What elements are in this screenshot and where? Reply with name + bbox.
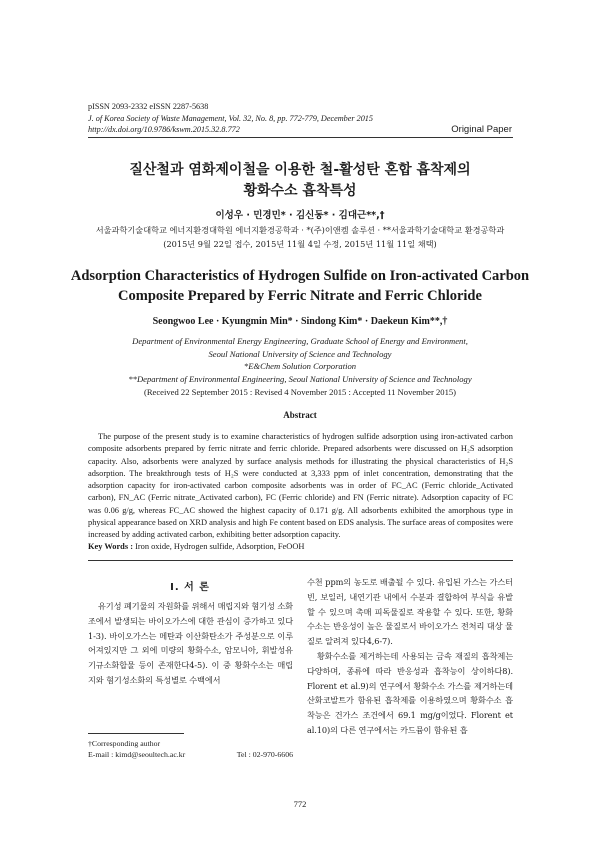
doi-link[interactable]: http://dx.doi.org/10.9786/kswm.2015.32.8.772	[88, 125, 240, 134]
header-rule	[88, 137, 513, 138]
section-heading-introduction: I. 서 론	[170, 582, 210, 593]
page-number: 772	[293, 799, 307, 809]
abstract-heading: Abstract	[283, 410, 317, 420]
english-title-line1: Adsorption Characteristics of Hydrogen Sulfide on Iron-activated Carbon	[70, 268, 530, 284]
footnote-tel: Tel : 02-970-6606	[236, 750, 293, 759]
english-affil-2: Seoul National University of Science and Technology	[208, 348, 392, 359]
journal-citation: J. of Korea Society of Waste Management, Vol. 32, No. 8, pp. 772-779, December 2015	[88, 113, 373, 123]
korean-affiliation-text: 서울과학기술대학교 에너지환경대학원 에너지환경공학과 · *(주)이앤켐 솔루션 · **서울과학기술대학교 환경공학과	[95, 225, 505, 235]
intro-paragraph-2: 황화수소를 제거하는데 사용되는 금속 재질의 흡착제는 다양하며, 종류에 따라 반응성과 흡착능이 상이하다8). Florent et al.9)의 연구에서 황화수소 가스를 제거하는데 산화코발트가 함유된 흡착제를 이용하였으며 황화수소 흡착능은 건가스 조건에서 69.1 mg/g이었다. Florent et al.10)의 다른 연구에서는 카드뮴이 함유된 흡	[307, 650, 513, 735]
footnote	[88, 738, 293, 760]
intro-paragraph-1: 유기성 폐기물의 자원화를 위해서 매립지와 혐기성 소화조에서 발생되는 바이오가스에 대한 관심이 증가하고 있다1-3). 바이오가스는 메탄과 이산화탄소가 주성분으로 이루어져있지만 그 외에 미량의 황화수소, 암모니아, 휘발성유기규소화합물 등이 존재한다4-5). 이 중 황화수소는 매립지와 혐기성소화의 특성별로 수백에서	[88, 601, 293, 685]
english-affil-4: **Department of Environmental Engineering, Seoul National University of Science and Technology	[128, 373, 472, 384]
english-affil-3: *E&Chem Solution Corporation	[243, 361, 357, 371]
journal-meta	[88, 101, 373, 136]
footnote-email[interactable]: E-mail : kimd@seoultech.ac.kr	[88, 750, 186, 759]
english-authors: Seongwoo Lee · Kyungmin Min* · Sindong Kim* · Daekeun Kim**,†	[152, 316, 448, 327]
article-type: Original Paper	[451, 124, 512, 135]
korean-title-line2: 황화수소 흡착특성	[243, 183, 357, 199]
abstract-text: The purpose of the present study is to examine characteristics of hydrogen sulfide adsorption using iron-activated carbon composite adsorbents prepared by ferric nitrate and ferric chloride. Prepared adsorbents were discussed on H₂S adsorption capacity. Also, adsorbents were analyzed by surface analysis methods for illustrating the physical characteristics of H₂S adsorption. The breakthrough tests of H₂S were conducted at 3,333 ppm of inlet concentration, demonstrating that the adsorption capacity for iron-activated carbon composite adsorbents was in order of FC_AC (Ferric chloride_Activated carbon), FN_AC (Ferric nitrate_Activated carbon), FC (Ferric chloride) and FN (Ferric nitrate). Adsorption capacity of FC was 0.06 g/g, whereas FC_AC showed the highest capacity of 0.171 g/g. All adsorbents exhibited the amorphous type in physical appearance based on XRD analysis and high Fe content based on EDS analysis. The surface areas of composites were increased by adding activated carbon, exhibiting better adsorption capacity.	[88, 432, 513, 540]
intro-paragraph-1-cont: 수천 ppm의 농도로 배출될 수 있다. 유입된 가스는 가스터빈, 보일러, 내연기관 내에서 수분과 결합하여 부식을 유발할 수 있으며 촉매 피독물질로 작용할 수 있다. 또한, 황화수소는 반응성이 높은 물질로서 바이오가스 전처리 대상 물질로 알려져 있다4,6-7).	[307, 577, 513, 647]
received-dates: (Received 22 September 2015 : Revised 4 November 2015 : Accepted 11 November 2015)	[143, 387, 457, 397]
korean-affiliation	[0, 223, 600, 251]
abstract-rule	[88, 560, 513, 561]
english-affiliation	[0, 335, 600, 385]
abstract-body	[88, 431, 513, 542]
footnote-rule	[88, 733, 184, 734]
keywords-label: Key Words :	[88, 542, 133, 551]
keywords-text: Iron oxide, Hydrogen sulfide, Adsorption, FeOOH	[135, 542, 305, 551]
keywords	[88, 542, 304, 551]
korean-authors: 이성우 · 민경민* · 김신동* · 김대근**,†	[215, 210, 385, 221]
english-title	[0, 266, 600, 306]
issn: pISSN 2093-2332 eISSN 2287-5638	[88, 102, 209, 111]
body-column-left	[88, 599, 293, 688]
english-title-line2: Composite Prepared by Ferric Nitrate and Ferric Chloride	[118, 288, 482, 304]
footnote-label: †Corresponding author	[88, 739, 161, 748]
korean-title	[0, 160, 600, 202]
english-affil-1: Department of Environmental Energy Engineering, Graduate School of Energy and Environment,	[132, 336, 468, 346]
korean-dates: (2015년 9월 22일 접수, 2015년 11월 4일 수정, 2015년 11월 11일 채택)	[163, 239, 437, 249]
body-column-right	[307, 575, 513, 738]
korean-title-line1: 질산철과 염화제이철을 이용한 철-활성탄 혼합 흡착제의	[129, 162, 471, 178]
